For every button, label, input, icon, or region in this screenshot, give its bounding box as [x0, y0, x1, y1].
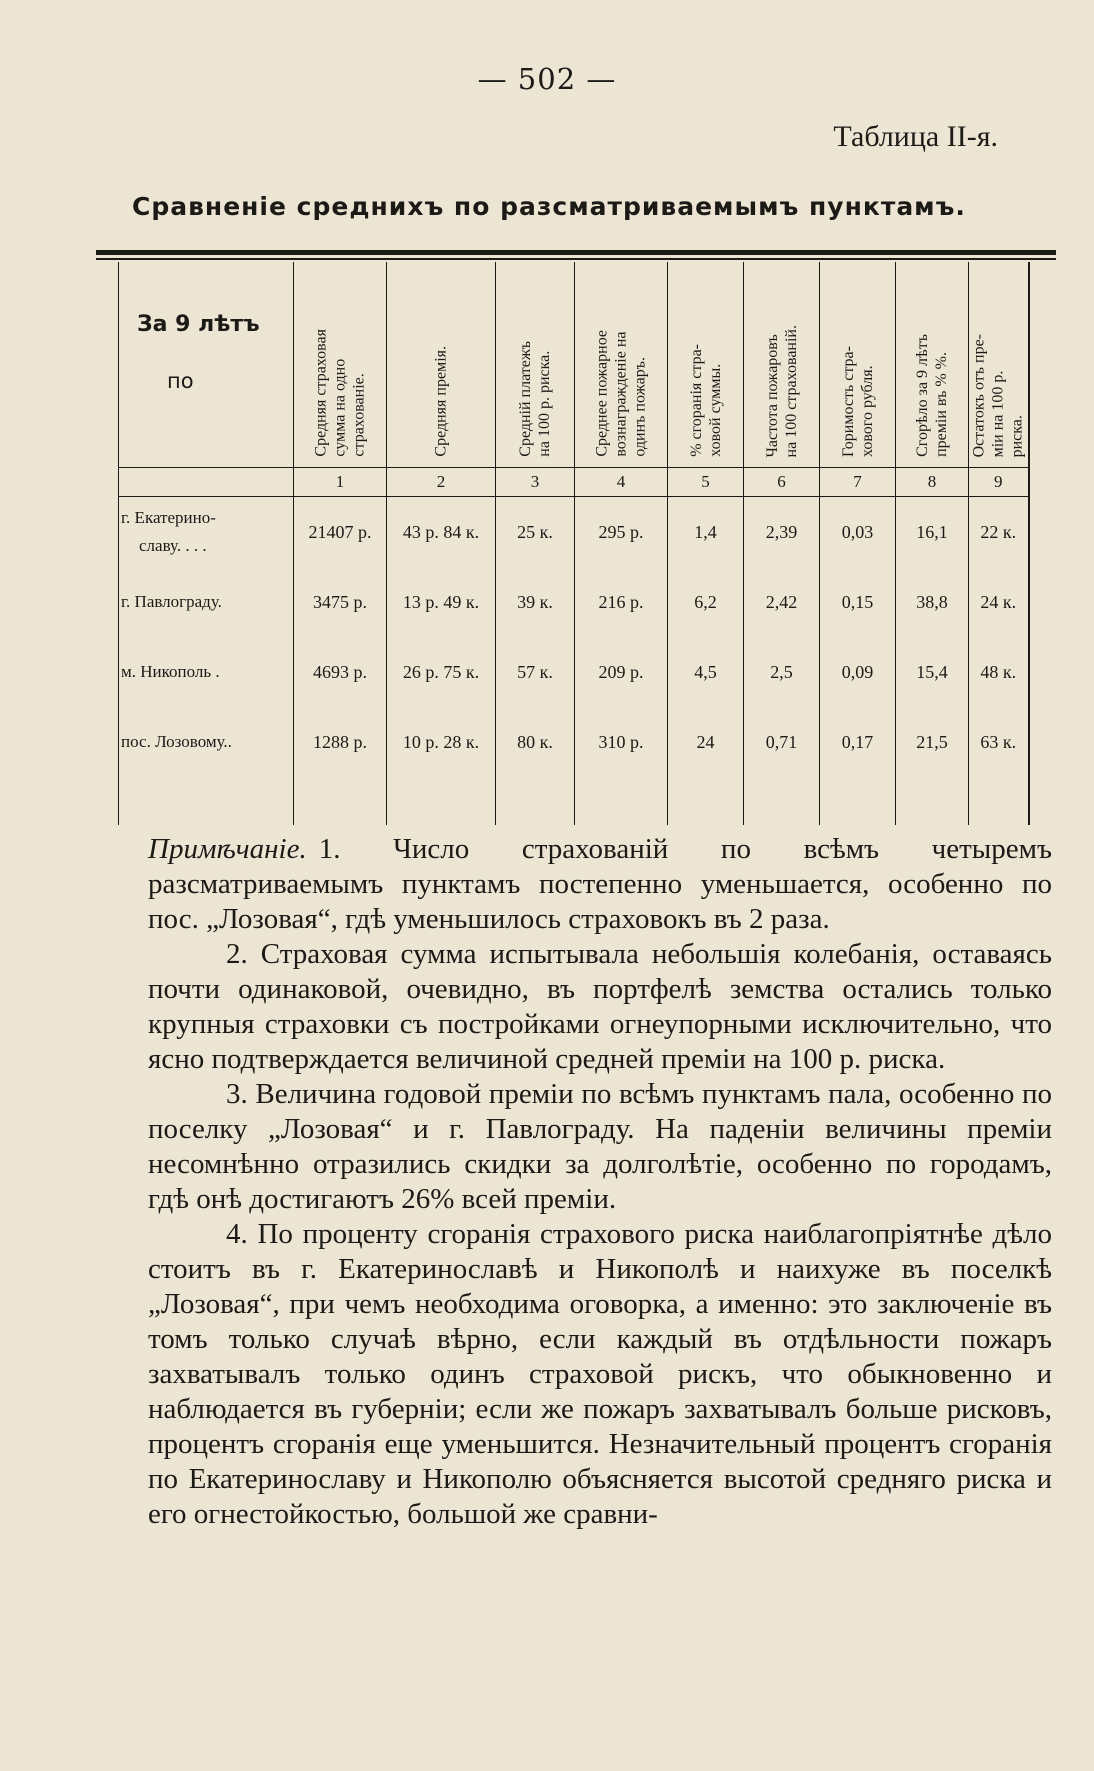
- column-header: [496, 262, 575, 468]
- note-paragraph: 3. Величина годовой преміи по всѣмъ пунктамъ пала, особенно по поселку „Лозовая“ и г. Павлограду. На паденіи величины преміи несомнѣнно отразились скидки за долголѣтіе, особенно по городамъ, гдѣ онѣ достигаютъ 26% всей преміи.: [148, 1078, 1052, 1215]
- table-title: Сравненіе среднихъ по разсматриваемымъ пунктамъ.: [132, 192, 966, 221]
- column-header-text: Средній платежъ на 100 р. риска.: [517, 341, 553, 457]
- table-cell: 209 р.: [575, 637, 668, 707]
- table-cell: 6,2: [668, 567, 744, 637]
- column-number: 7: [820, 468, 896, 497]
- notes-section: [148, 832, 1052, 1532]
- row-label-line: славу. . . .: [139, 536, 207, 555]
- empty-cell: [496, 777, 575, 825]
- table-cell: 24 к.: [969, 567, 1029, 637]
- row-label: г. Павлограду.: [119, 567, 294, 637]
- table-cell: 15,4: [896, 637, 969, 707]
- column-header: [387, 262, 496, 468]
- column-number: 5: [668, 468, 744, 497]
- empty-cell: [387, 777, 496, 825]
- column-number: 9: [969, 468, 1029, 497]
- corner-label-2: по: [167, 369, 194, 393]
- table-cell: 295 р.: [575, 497, 668, 568]
- table-cell: 3475 р.: [294, 567, 387, 637]
- corner-label-1: За 9 лѣтъ: [137, 312, 260, 337]
- comparison-table: [118, 262, 1030, 825]
- column-header-text: Средняя премія.: [432, 346, 450, 457]
- table-top-rule: [96, 250, 1056, 255]
- empty-cell: [896, 777, 969, 825]
- table-cell: 16,1: [896, 497, 969, 568]
- table-row: [119, 567, 1029, 637]
- row-label-line: г. Екатерино-: [121, 508, 216, 527]
- column-header-text: % сгоранія стра- ховой суммы.: [687, 344, 724, 457]
- empty-cell: [668, 777, 744, 825]
- page-number: — 502 —: [477, 62, 617, 96]
- table-cell: 2,42: [744, 567, 820, 637]
- table-cell: 21407 р.: [294, 497, 387, 568]
- column-header-text: Среднее пожарное вознагражденіе на одинъ пожаръ.: [593, 330, 649, 457]
- column-header-text: Горимость стра- хового рубля.: [839, 345, 876, 457]
- table-cell: 4693 р.: [294, 637, 387, 707]
- column-header: [820, 262, 896, 468]
- table-tail-row: [119, 777, 1029, 825]
- table-cell: 4,5: [668, 637, 744, 707]
- table-label: Таблица II-я.: [833, 120, 998, 153]
- column-header-text: Сгорѣло за 9 лѣтъ преміи въ % %.: [914, 334, 950, 457]
- table-cell: 1,4: [668, 497, 744, 568]
- notes-heading: Примѣчаніе.: [148, 833, 307, 865]
- column-number: 2: [387, 468, 496, 497]
- table-cell: 26 р. 75 к.: [387, 637, 496, 707]
- column-header-text: Средняя страховая сумма на одно страхованіе.: [312, 329, 368, 457]
- note-paragraph: 4. По проценту сгоранія страхового риска наиблагопріятнѣе дѣло стоитъ въ г. Екатеринославѣ и Никополѣ и наихуже въ поселкѣ „Лозовая“, при чемъ необходима оговорка, а именно: это заключеніе въ томъ только случаѣ вѣрно, если каждый въ отдѣльности пожаръ захватывалъ только одинъ страховой рискъ, что обыкновенно и наблюдается въ губерніи; если же пожаръ захватывалъ больше рисковъ, процентъ сгоранія еще уменьшится. Незначительный процентъ сгоранія по Екатеринославу и Никополю объясняется высотой средняго риска и его огнестойкостью, большой же сравни-: [148, 1218, 1052, 1530]
- header-corner: [119, 262, 294, 468]
- row-label: пос. Лозовому..: [119, 707, 294, 777]
- table-cell: 21,5: [896, 707, 969, 777]
- table-row: [119, 707, 1029, 777]
- column-number: 8: [896, 468, 969, 497]
- header-row: [119, 262, 1029, 468]
- column-number: 3: [496, 468, 575, 497]
- column-header-text: Частота пожаровъ на 100 страхованій.: [763, 324, 800, 457]
- empty-cell: [119, 468, 294, 497]
- empty-cell: [294, 777, 387, 825]
- table-cell: 22 к.: [969, 497, 1029, 568]
- table-cell: 2,5: [744, 637, 820, 707]
- column-header-text: Остатокъ отъ пре- міи на 100 р. риска.: [970, 333, 1026, 457]
- empty-cell: [744, 777, 820, 825]
- table-cell: 1288 р.: [294, 707, 387, 777]
- table-cell: 310 р.: [575, 707, 668, 777]
- table-cell: 24: [668, 707, 744, 777]
- table-cell: 39 к.: [496, 567, 575, 637]
- table-cell: 80 к.: [496, 707, 575, 777]
- table-cell: 0,71: [744, 707, 820, 777]
- note-text: 1. Число страхованій по всѣмъ четыремъ разсматриваемымъ пунктамъ постепенно уменьшается, особенно по пос. „Лозовая“, гдѣ уменьшилось страховокъ въ 2 раза.: [148, 833, 1052, 935]
- table-cell: 10 р. 28 к.: [387, 707, 496, 777]
- column-header: [969, 262, 1029, 468]
- table-row: [119, 637, 1029, 707]
- column-header: [896, 262, 969, 468]
- empty-cell: [119, 777, 294, 825]
- table-cell: 48 к.: [969, 637, 1029, 707]
- table-cell: 25 к.: [496, 497, 575, 568]
- column-header: [294, 262, 387, 468]
- table-cell: 216 р.: [575, 567, 668, 637]
- table-cell: 57 к.: [496, 637, 575, 707]
- table-cell: 38,8: [896, 567, 969, 637]
- table-cell: 2,39: [744, 497, 820, 568]
- table-cell: 13 р. 49 к.: [387, 567, 496, 637]
- note-paragraph: 2. Страховая сумма испытывала небольшія колебанія, оставаясь почти одинаковой, очевидно, въ портфелѣ земства остались только крупныя страховки съ постройками огнеупорными исключительно, что ясно подтверждается величиной средней преміи на 100 р. риска.: [148, 938, 1052, 1075]
- table-cell: 43 р. 84 к.: [387, 497, 496, 568]
- table-top-rule-thin: [96, 258, 1056, 260]
- note-paragraph: [148, 832, 1052, 937]
- table-cell: 0,03: [820, 497, 896, 568]
- empty-cell: [575, 777, 668, 825]
- column-header: [575, 262, 668, 468]
- row-label: [119, 497, 294, 568]
- column-header: [744, 262, 820, 468]
- column-number: 4: [575, 468, 668, 497]
- empty-cell: [969, 777, 1029, 825]
- column-number: 1: [294, 468, 387, 497]
- table-row: [119, 497, 1029, 568]
- table-cell: 0,15: [820, 567, 896, 637]
- column-number-row: [119, 468, 1029, 497]
- column-number: 6: [744, 468, 820, 497]
- table-cell: 0,17: [820, 707, 896, 777]
- column-header: [668, 262, 744, 468]
- table-cell: 63 к.: [969, 707, 1029, 777]
- empty-cell: [820, 777, 896, 825]
- row-label: м. Никополь .: [119, 637, 294, 707]
- table-cell: 0,09: [820, 637, 896, 707]
